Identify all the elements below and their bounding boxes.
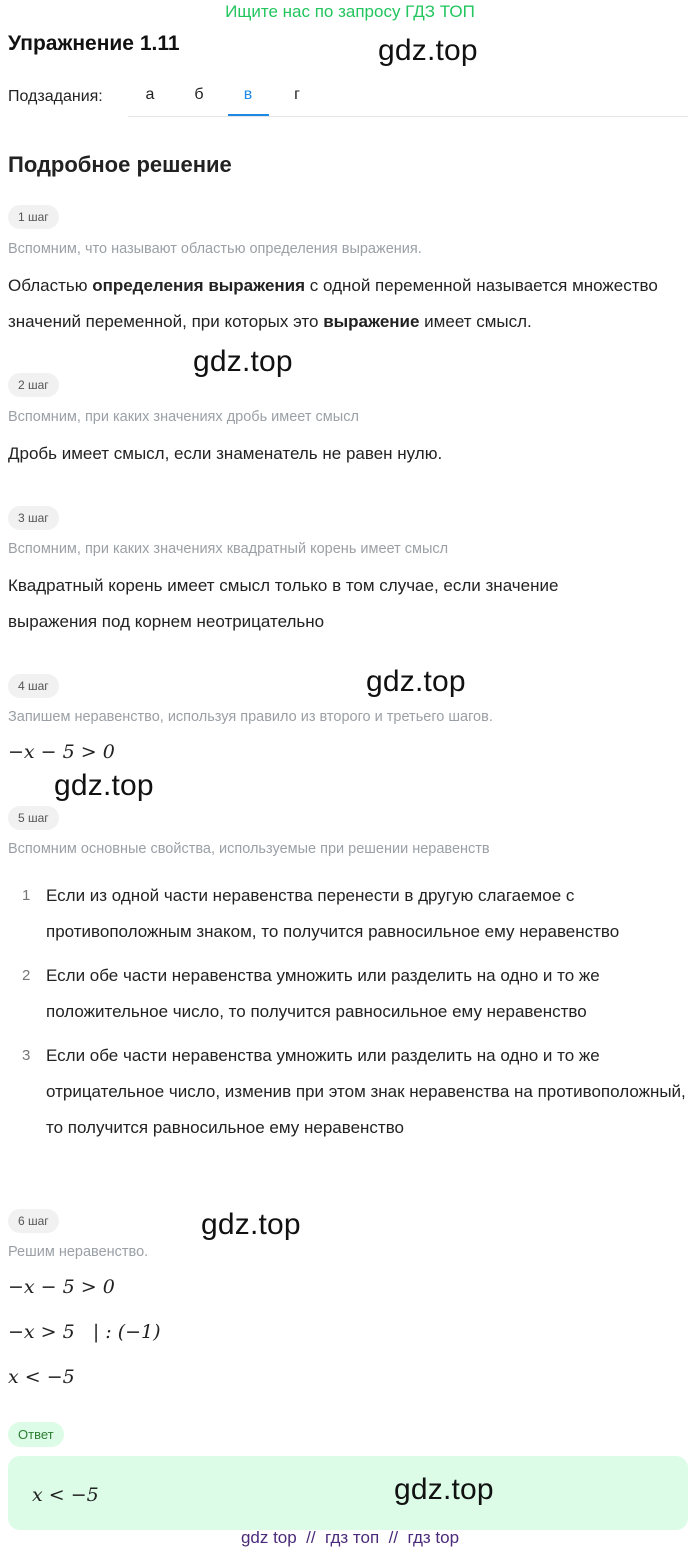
step-4-note: Запишем неравенство, используя правило из второго и третьего шагов. — [8, 709, 493, 725]
watermark: gdz.top — [193, 345, 293, 378]
step-5-badge: 5 шаг — [8, 806, 59, 830]
watermark: gdz.top — [366, 665, 466, 698]
step-1-text-part: с одной переменной называется множество значений переменной, при которых это — [8, 276, 658, 331]
top-banner: Ищите нас по запросу ГДЗ ТОП — [225, 2, 475, 21]
subtasks-label: Подзадания: — [8, 88, 103, 105]
step-6-note: Решим неравенство. — [8, 1244, 149, 1260]
step-1-badge: 1 шаг — [8, 205, 59, 229]
answer-badge: Ответ — [8, 1422, 64, 1447]
subtask-tab-a[interactable]: а — [145, 86, 155, 103]
watermark: gdz.top — [201, 1208, 301, 1241]
step-6-badge: 6 шаг — [8, 1209, 59, 1233]
step-5-note: Вспомним основные свойства, используемые при решении неравенств — [8, 841, 490, 857]
page-title: Упражнение 1.11 — [8, 32, 180, 55]
step-4-math: −x − 5 > 0 — [8, 741, 115, 763]
answer-box — [8, 1456, 688, 1530]
list-item-number: 3 — [22, 1047, 31, 1064]
answer-value: x < −5 — [32, 1484, 99, 1506]
subtask-tab-v[interactable]: в — [243, 86, 253, 103]
subtask-tab-b[interactable]: б — [194, 86, 204, 103]
list-item-number: 2 — [22, 967, 31, 984]
list-item-number: 1 — [22, 887, 31, 904]
footer-links[interactable]: gdz top // гдз топ // гдз top — [240, 1528, 460, 1547]
step-4-badge: 4 шаг — [8, 674, 59, 698]
list-item — [20, 1038, 692, 1146]
step-3-note: Вспомним, при каких значениях квадратный корень имеет смысл — [8, 541, 449, 557]
step-1-bold-term: выражение — [323, 312, 420, 331]
step-3-badge: 3 шаг — [8, 506, 59, 530]
subtask-tab-g[interactable]: г — [294, 86, 300, 103]
solution-line: x < −5 — [8, 1366, 75, 1388]
step-2-text: Дробь имеет смысл, если знаменатель не равен нулю. — [8, 444, 443, 463]
step-1-note: Вспомним, что называют областью определения выражения. — [8, 241, 422, 257]
list-item — [20, 958, 692, 1030]
step-1-text — [8, 268, 698, 340]
step-3-text: Квадратный корень имеет смысл только в том случае, если значение выражения под корнем неотрицательно — [8, 576, 559, 631]
step-1-text-part: имеет смысл. — [419, 312, 532, 331]
list-item-text: Если из одной части неравенства перенести в другую слагаемое с противоположным знаком, то получится равносильное ему неравенство — [46, 886, 620, 941]
list-item-text: Если обе части неравенства умножить или разделить на одно и то же положительное число, то получится равносильное ему неравенство — [46, 966, 600, 1021]
solution-line: −x > 5 | : (−1) — [8, 1321, 161, 1343]
watermark: gdz.top — [54, 769, 154, 802]
watermark: gdz.top — [378, 34, 478, 67]
step-2-badge: 2 шаг — [8, 373, 59, 397]
section-title: Подробное решение — [8, 152, 232, 177]
properties-list — [20, 878, 692, 1146]
watermark: gdz.top — [394, 1473, 494, 1506]
active-tab-indicator — [228, 114, 269, 116]
solution-line: −x − 5 > 0 — [8, 1276, 115, 1298]
subtasks-tabs — [128, 72, 688, 117]
list-item-text: Если обе части неравенства умножить или разделить на одно и то же отрицательное число, изменив при этом знак неравенства на противоположный, то получится равносильное ему неравенство — [46, 1046, 686, 1137]
step-2-note: Вспомним, при каких значениях дробь имеет смысл — [8, 409, 359, 425]
list-item — [20, 878, 692, 950]
step-1-text-part: Областью — [8, 276, 93, 295]
step-1-bold-term: определения выражения — [92, 276, 306, 295]
